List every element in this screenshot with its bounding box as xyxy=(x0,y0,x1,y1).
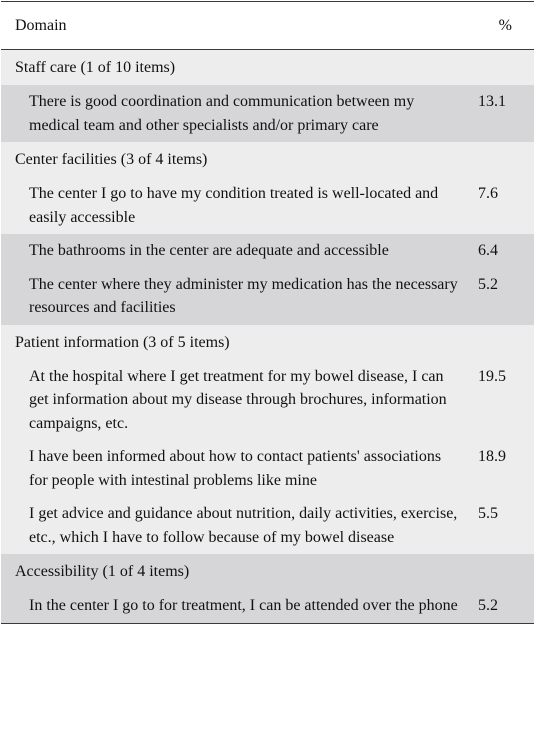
item-text: In the center I go to for treatment, I can be attended over the phone xyxy=(29,597,458,614)
header-domain: Domain xyxy=(15,16,67,34)
group-label: Accessibility (1 of 4 items) xyxy=(15,563,190,580)
table-row xyxy=(1,177,534,234)
item-text: There is good coordination and communication between my medical team and other specialists and/or primary care xyxy=(29,93,415,134)
item-percent: 5.5 xyxy=(478,505,498,522)
item-text: The center where they administer my medication has the necessary resources and facilities xyxy=(29,275,458,316)
group-label: Center facilities (3 of 4 items) xyxy=(15,151,208,168)
table-row xyxy=(1,440,534,497)
table-row xyxy=(1,360,534,441)
header-percent: % xyxy=(498,16,512,34)
item-percent: 7.6 xyxy=(478,185,498,202)
item-percent: 18.9 xyxy=(478,448,506,465)
table-body xyxy=(1,50,534,623)
group-row xyxy=(1,50,534,85)
group-row xyxy=(1,554,534,589)
table-row xyxy=(1,234,534,268)
group-label: Staff care (1 of 10 items) xyxy=(15,59,176,76)
table-header xyxy=(1,2,534,50)
item-text: The bathrooms in the center are adequate and accessible xyxy=(29,242,389,259)
group-label: Patient information (3 of 5 items) xyxy=(15,333,230,351)
item-percent: 19.5 xyxy=(478,367,506,385)
table-row xyxy=(1,268,534,325)
results-table xyxy=(1,1,534,624)
item-text: At the hospital where I get treatment for my bowel disease, I can get information about my disease through brochures, information campaigns, etc. xyxy=(29,367,447,432)
table-row xyxy=(1,497,534,554)
item-text: The center I go to have my condition treated is well-located and easily accessible xyxy=(29,185,439,226)
group-row xyxy=(1,325,534,360)
table-row xyxy=(1,85,534,142)
item-percent: 5.2 xyxy=(478,597,498,614)
item-text: I get advice and guidance about nutrition, daily activities, exercise, etc., which I have to follow because of my bowel disease xyxy=(29,505,458,546)
item-text: I have been informed about how to contact patients' associations for people with intestinal problems like mine xyxy=(29,448,442,489)
item-percent: 13.1 xyxy=(478,93,506,110)
item-percent: 5.2 xyxy=(478,275,498,293)
table-row xyxy=(1,589,534,623)
group-row xyxy=(1,142,534,177)
item-percent: 6.4 xyxy=(478,242,498,259)
